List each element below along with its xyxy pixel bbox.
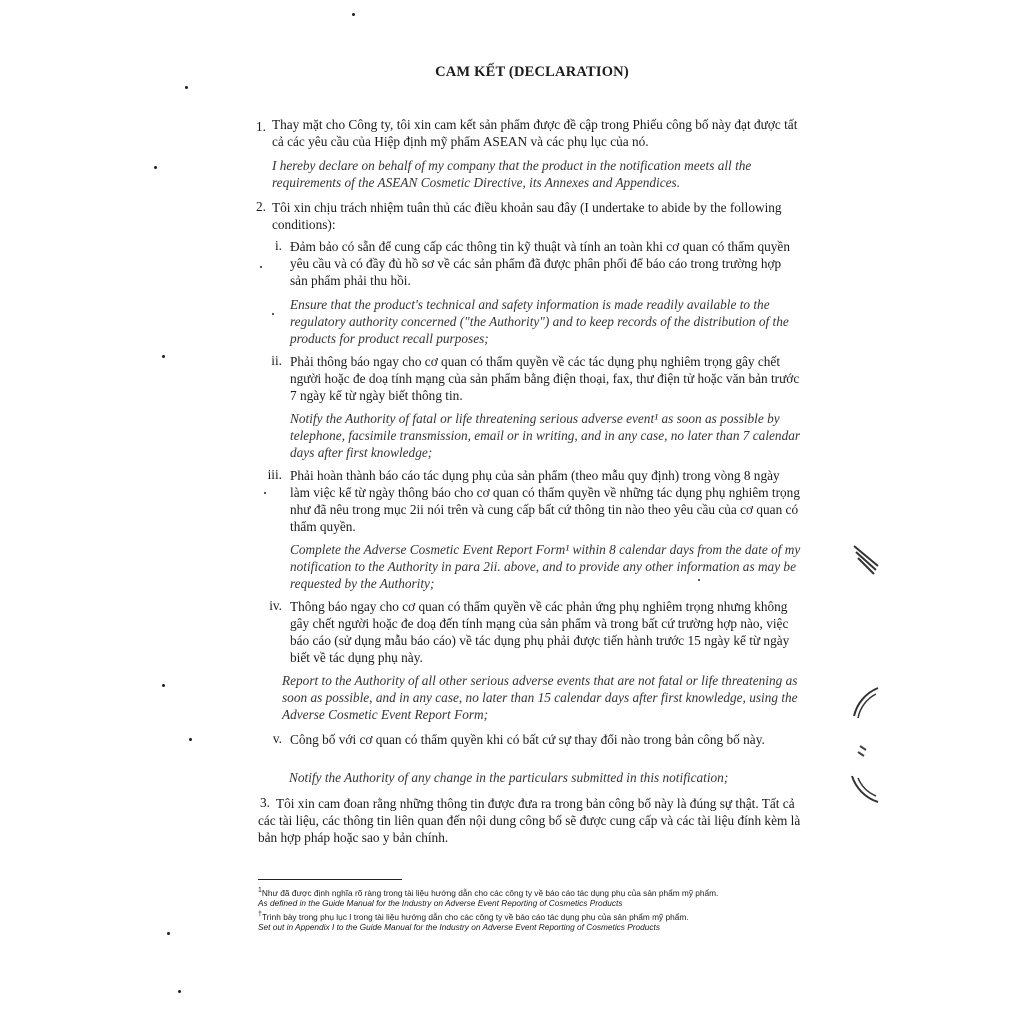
item-iii-vietnamese: Phải hoàn thành báo cáo tác dụng phụ của sản phẩm (theo mẫu quy định) trong vòng 8 ngày làm việc kể từ ngày thông báo cho cơ quan có thẩm quyền về những tác dụng phụ nghiêm trọng như đã nêu trong mục 2ii nói trên và cung cấp bất cứ thông tin nào theo yêu cầu của cơ quan có thẩm quyền. [290, 468, 800, 534]
item-v-number: v. [272, 731, 282, 746]
scan-speck [352, 13, 355, 16]
footnote-1-vietnamese: Như đã được định nghĩa rõ ràng trong tài liệu hướng dẫn cho các công ty về báo cáo tác dụng phụ của sản phẩm mỹ phẩm. [261, 887, 719, 898]
scan-speck [178, 990, 181, 993]
section-1-number: 1. [256, 119, 266, 134]
footnote-1 [258, 886, 818, 909]
section-3-text: Tôi xin cam đoan rằng những thông tin được đưa ra trong bản công bố này là đúng sự thật. Tất cả các tài liệu, các thông tin liên quan đến nội dung công bố sẽ được cung cấp và các tài liệu đính kèm là bản hợp pháp hoặc sao y bản chính. [258, 796, 801, 845]
item-ii-number: ii. [271, 353, 282, 368]
footnote-divider [258, 879, 402, 880]
item-iii-number: iii. [267, 467, 282, 482]
scan-speck [162, 684, 165, 687]
scan-speck [260, 266, 262, 268]
item-iii-english: Complete the Adverse Cosmetic Event Report Form¹ within 8 calendar days from the date of my notification to the Authority in para 2ii. above, and to provide any other information as may be requested by the Authority; [290, 542, 801, 591]
partial-stamp-top [852, 544, 882, 584]
item-i-vietnamese: Đảm bảo có sẵn để cung cấp các thông tin kỹ thuật và tính an toàn khi cơ quan có thẩm quyền yêu cầu và có đầy đủ hồ sơ về các sản phẩm đã được phân phối để báo cáo trong trường hợp sản phẩm phải thu hồi. [290, 239, 790, 288]
item-iv-number: iv. [269, 598, 282, 613]
section-1-vietnamese: Thay mặt cho Công ty, tôi xin cam kết sản phẩm được đề cập trong Phiếu công bố này đạt được tất cả các yêu cầu của Hiệp định mỹ phẩm ASEAN và các phụ lục của nó. [272, 117, 798, 149]
footnote-2-english: Set out in Appendix I to the Guide Manual for the Industry on Adverse Event Reporting of Cosmetics Products [258, 922, 661, 933]
scan-speck [189, 738, 192, 741]
item-ii-english: Notify the Authority of fatal or life threatening serious adverse event¹ as soon as possible by telephone, facsimile transmission, email or in writing, and in any case, no later than 7 calendar days after first knowledge; [290, 411, 801, 460]
item-v-vietnamese: Công bố với cơ quan có thẩm quyền khi có bất cứ sự thay đổi nào trong bản công bố này. [290, 732, 765, 747]
page-title: CAM KẾT (DECLARATION) [435, 64, 629, 80]
footnote-2-vietnamese: Trình bày trong phụ lục I trong tài liệu hướng dẫn cho các công ty về báo cáo tác dụng phụ của sản phẩm mỹ phẩm. [261, 911, 689, 922]
section-2-number: 2. [256, 199, 266, 214]
partial-stamp-bottom [848, 686, 882, 806]
scan-speck [185, 86, 188, 89]
section-3-number: 3. [260, 795, 270, 810]
section-2-intro: Tôi xin chịu trách nhiệm tuân thủ các điều khoản sau đây (I undertake to abide by the following conditions): [272, 200, 782, 232]
footnote-1-english: As defined in the Guide Manual for the Industry on Adverse Event Reporting of Cosmetics Products [258, 898, 623, 909]
footnote-2 [258, 910, 818, 933]
footnote-2-mark: † [258, 911, 262, 918]
scan-speck [698, 579, 700, 581]
scan-speck [167, 932, 170, 935]
footnote-1-mark: 1 [258, 887, 262, 894]
item-iv-vietnamese: Thông báo ngay cho cơ quan có thẩm quyền về các phản ứng phụ nghiêm trọng nhưng không gây chết người hoặc đe doạ đến tính mạng của sản phẩm và trong bất cứ trường hợp nào, việc báo cáo (sử dụng mẫu báo cáo) về tác dụng phụ phải được tiến hành trước 15 ngày kể từ ngày biết về tác dụng phụ này. [290, 599, 790, 665]
section-1-english: I hereby declare on behalf of my company that the product in the notification meets all the requirements of the ASEAN Cosmetic Directive, its Annexes and Appendices. [272, 158, 752, 190]
item-iv-english: Report to the Authority of all other serious adverse events that are not fatal or life threatening as soon as possible, and in any case, no later than 15 calendar days after first knowledge, using the Adverse Cosmetic Event Report Form; [282, 673, 798, 722]
item-ii-vietnamese: Phải thông báo ngay cho cơ quan có thẩm quyền về các tác dụng phụ nghiêm trọng gây chết người hoặc đe doạ tính mạng của sản phẩm bằng điện thoại, fax, thư điện tử hoặc văn bản trước 7 ngày kể từ ngày biết thông tin. [290, 354, 800, 403]
item-i-number: i. [274, 238, 282, 253]
scan-speck [264, 492, 266, 494]
scan-speck [154, 166, 157, 169]
item-v-english: Notify the Authority of any change in the particulars submitted in this notification; [289, 770, 729, 785]
scan-speck [162, 355, 165, 358]
item-i-english: Ensure that the product's technical and safety information is made readily available to the regulatory authority concerned ("the Authority") and to keep records of the distribution of the products for product recall purposes; [290, 297, 789, 346]
scan-speck [272, 313, 274, 315]
